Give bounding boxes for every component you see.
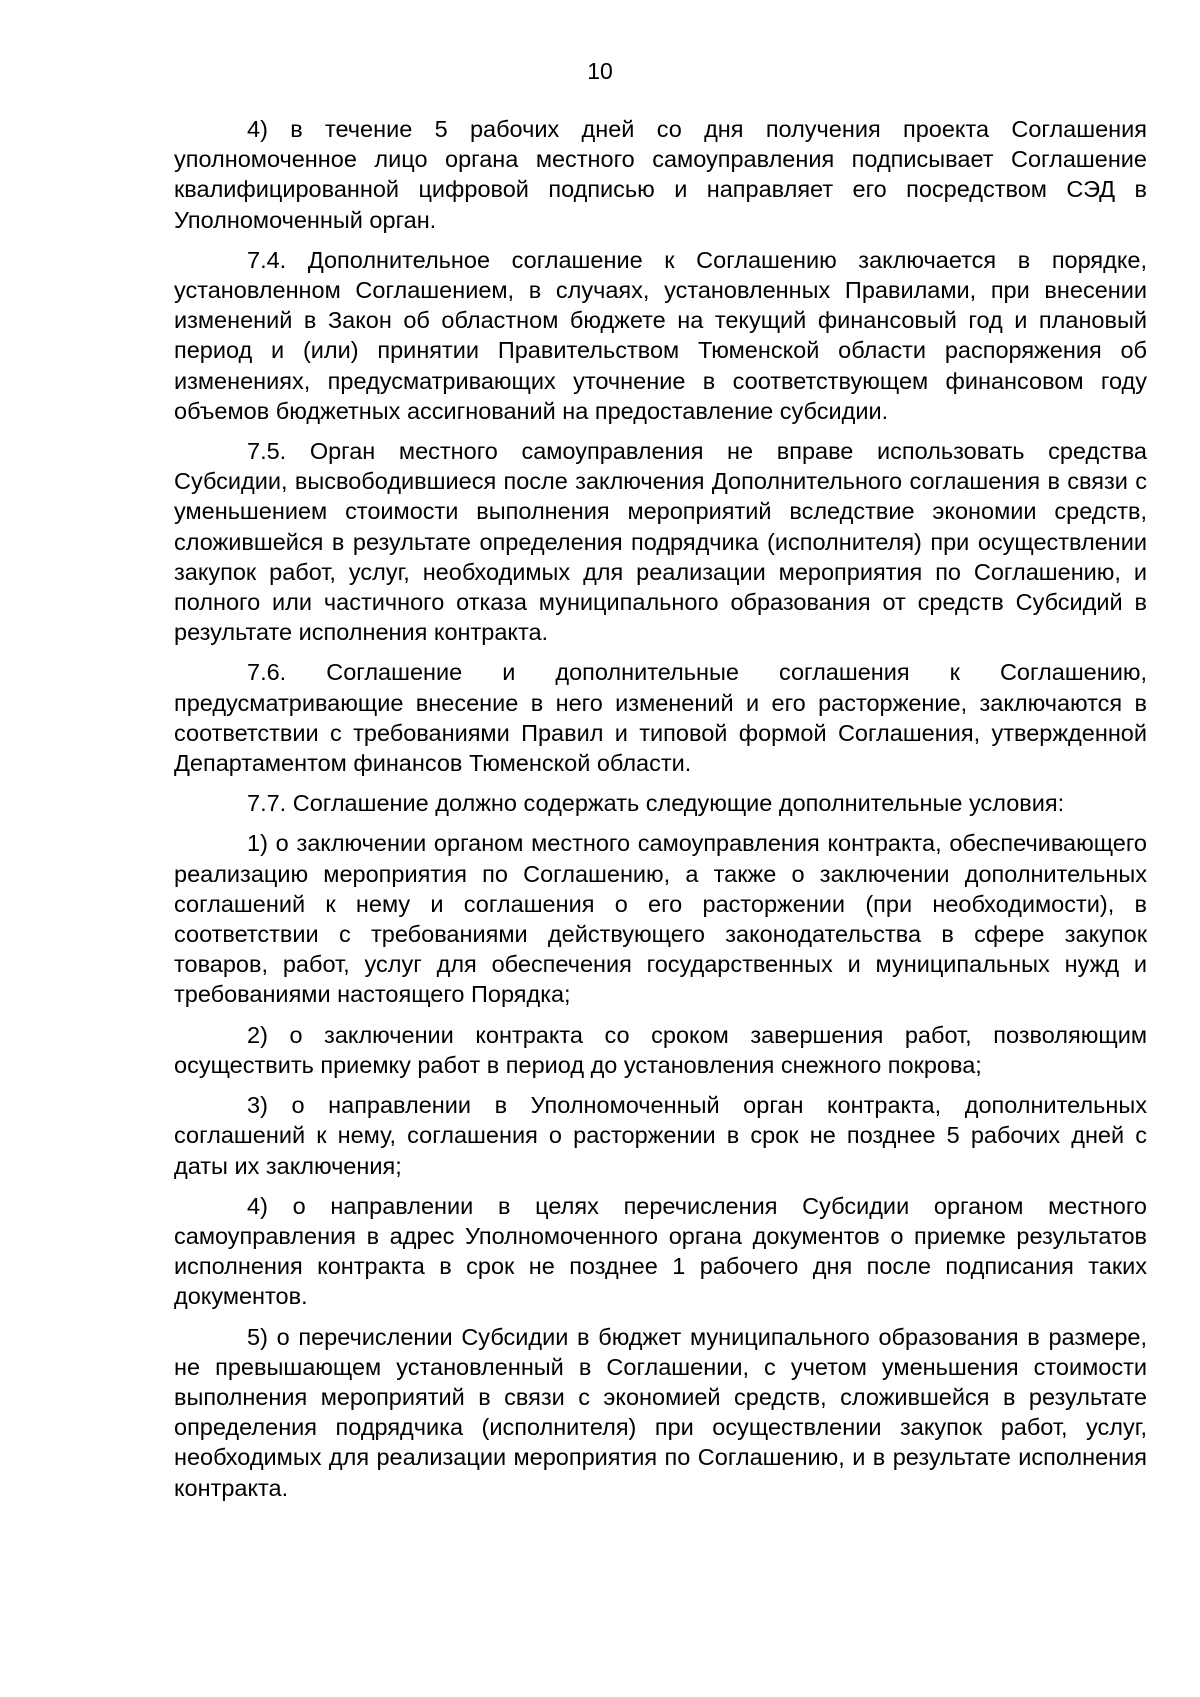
- condition-item-1: 1) о заключении органом местного самоуправления контракта, обеспечивающего реализацию мероприятия по Соглашению, а также о заключении дополнительных соглашений к нему и соглашения о его расторжении (при необходимости), в соответствии с требованиями действующего законодательства в сфере закупок товаров, работ, услуг для обеспечения государственных и муниципальных нужд и требованиями настоящего Порядка;: [174, 830, 1147, 1008]
- page-number: 10: [587, 58, 613, 84]
- paragraph-item-4-signing: 4) в течение 5 рабочих дней со дня получения проекта Соглашения уполномоченное лицо органа местного самоуправления подписывает Соглашение квалифицированной цифровой подписью и направляет его посредством СЭД в Уполномоченный орган.: [174, 116, 1147, 233]
- condition-item-3: 3) о направлении в Уполномоченный орган контракта, дополнительных соглашений к нему, соглашения о расторжении в срок не позднее 5 рабочих дней с даты их заключения;: [174, 1092, 1147, 1179]
- document-body: [174, 114, 1147, 1513]
- paragraph-7-5: 7.5. Орган местного самоуправления не вправе использовать средства Субсидии, высвободившиеся после заключения Дополнительного соглашения в связи с уменьшением стоимости выполнения мероприятий вследствие экономии средств, сложившейся в результате определения подрядчика (исполнителя) при осуществлении закупок работ, услуг, необходимых для реализации мероприятия по Соглашению, и полного или частичного отказа муниципального образования от средств Субсидий в результате исполнения контракта.: [174, 438, 1147, 646]
- condition-item-4: 4) о направлении в целях перечисления Субсидии органом местного самоуправления в адрес Уполномоченного органа документов о приемке результатов исполнения контракта в срок не позднее 1 рабочего дня после подписания таких документов.: [174, 1192, 1147, 1310]
- paragraph-7-4: 7.4. Дополнительное соглашение к Соглашению заключается в порядке, установленном Соглашением, в случаях, установленных Правилами, при внесении изменений в Закон об областном бюджете на текущий финансовый год и плановый период и (или) принятии Правительством Тюменской области распоряжения об изменениях, предусматривающих уточнение в соответствующем финансовом году объемов бюджетных ассигнований на предоставление субсидии.: [174, 246, 1147, 424]
- paragraph-7-6: 7.6. Соглашение и дополнительные соглашения к Соглашению, предусматривающие внесение в него изменений и его расторжение, заключаются в соответствии с требованиями Правил и типовой формой Соглашения, утвержденной Департаментом финансов Тюменской области.: [174, 659, 1147, 777]
- paragraph-7-7: 7.7. Соглашение должно содержать следующие дополнительные условия:: [247, 790, 1065, 817]
- condition-item-2: 2) о заключении контракта со сроком завершения работ, позволяющим осуществить приемку работ в период до установления снежного покрова;: [174, 1021, 1147, 1078]
- condition-item-5: 5) о перечислении Субсидии в бюджет муниципального образования в размере, не превышающем установленный в Соглашении, с учетом уменьшения стоимости выполнения мероприятий в связи с экономией средств, сложившейся в результате определения подрядчика (исполнителя) при осуществлении закупок работ, услуг, необходимых для реализации мероприятия по Соглашению, и в результате исполнения контракта.: [174, 1323, 1147, 1501]
